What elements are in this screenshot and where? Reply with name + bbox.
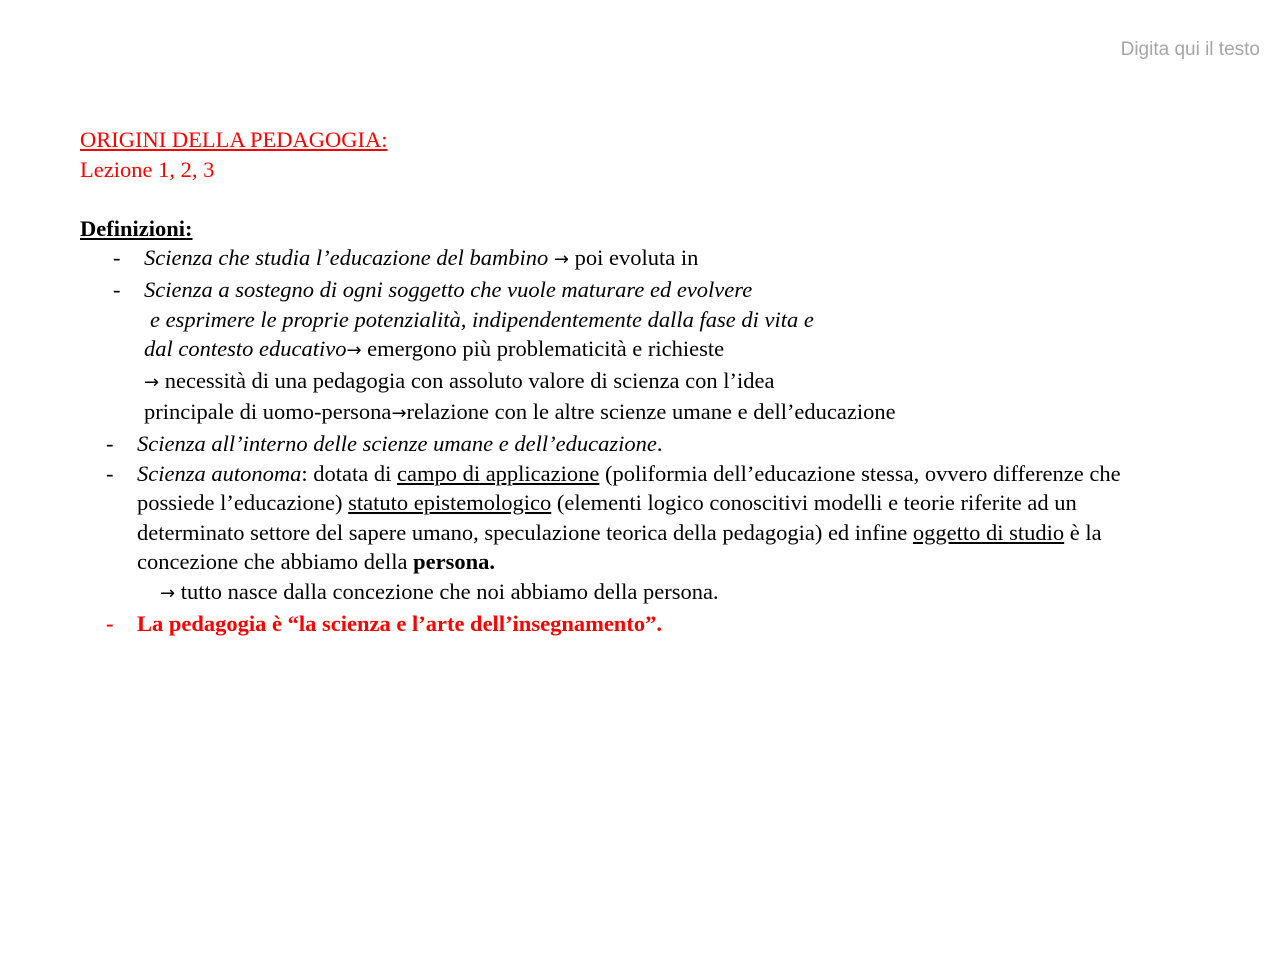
bullet-dash: - [106, 460, 114, 486]
definition-text: (elementi logico conoscitivi modelli e teorie riferite ad un determinato settore del sapere umano, speculazione teorica della pedagogia) ed infine [137, 490, 1077, 545]
document-body [80, 125, 1230, 638]
definition-text: relazione con le altre scienze umane e dell’educazione [406, 399, 896, 425]
definition-italic: Scienza autonoma [137, 460, 302, 486]
definition-italic: dal contesto educativo [144, 336, 347, 362]
list-item [80, 459, 1172, 609]
spacer [80, 184, 1230, 214]
definition-text: necessità di una pedagogia con assoluto valore di scienza con l’idea [159, 367, 775, 393]
arrow-right-icon: → [391, 403, 407, 425]
underlined-term: campo di applicazione [396, 460, 600, 486]
section-heading: Definizioni: [80, 215, 193, 241]
definition-text: (poliformia dell’educazione stessa, ovvero differenze che possiede l’educazione) [137, 460, 1121, 516]
bold-term: persona. [413, 549, 495, 575]
definition-line: Scienza a sostegno di ogni soggetto che vuole maturare ed evolvere [144, 276, 753, 302]
document-title: ORIGINI DELLA PEDAGOGIA: [80, 127, 388, 152]
arrow-right-icon: → [160, 582, 176, 604]
definition-line: e esprimere le proprie potenzialità, indipendentemente dalla fase di vita e [150, 306, 814, 332]
definition-italic: Scienza che studia l’educazione del bambino [144, 245, 549, 271]
definition-text: poi evoluta in [569, 245, 699, 271]
bullet-dash: - [113, 245, 121, 271]
bullet-dash: - [106, 610, 114, 636]
definition-text: tutto nasce dalla concezione che noi abbiamo della persona. [175, 578, 719, 604]
underlined-term: oggetto di studio [912, 519, 1065, 545]
bullet-dash: - [106, 430, 114, 456]
underlined-term: statuto epistemologico [348, 490, 552, 516]
header-placeholder-text[interactable]: Digita qui il testo [1120, 39, 1260, 60]
definition-text: . [656, 430, 663, 456]
list-item [80, 275, 1230, 429]
definition-highlight: La pedagogia è “la scienza e l’arte dell’insegnamento”. [137, 610, 662, 636]
list-item [80, 429, 1230, 459]
definition-italic: Scienza all’interno delle scienze umane e dell’educazione [137, 430, 657, 456]
list-item [80, 609, 1230, 639]
arrow-right-icon: → [144, 371, 160, 393]
definition-text: : dotata di [301, 460, 397, 486]
arrow-right-icon: → [346, 340, 362, 362]
list-item [80, 243, 1230, 275]
document-subtitle: Lezione 1, 2, 3 [80, 156, 215, 182]
arrow-right-icon: → [553, 249, 570, 271]
definition-text: principale di uomo-persona [144, 399, 392, 425]
definition-text: è la concezione che abbiamo della [137, 519, 1102, 575]
bullet-dash: - [113, 276, 121, 302]
definition-text: emergono più problematicità e richieste [361, 336, 725, 362]
